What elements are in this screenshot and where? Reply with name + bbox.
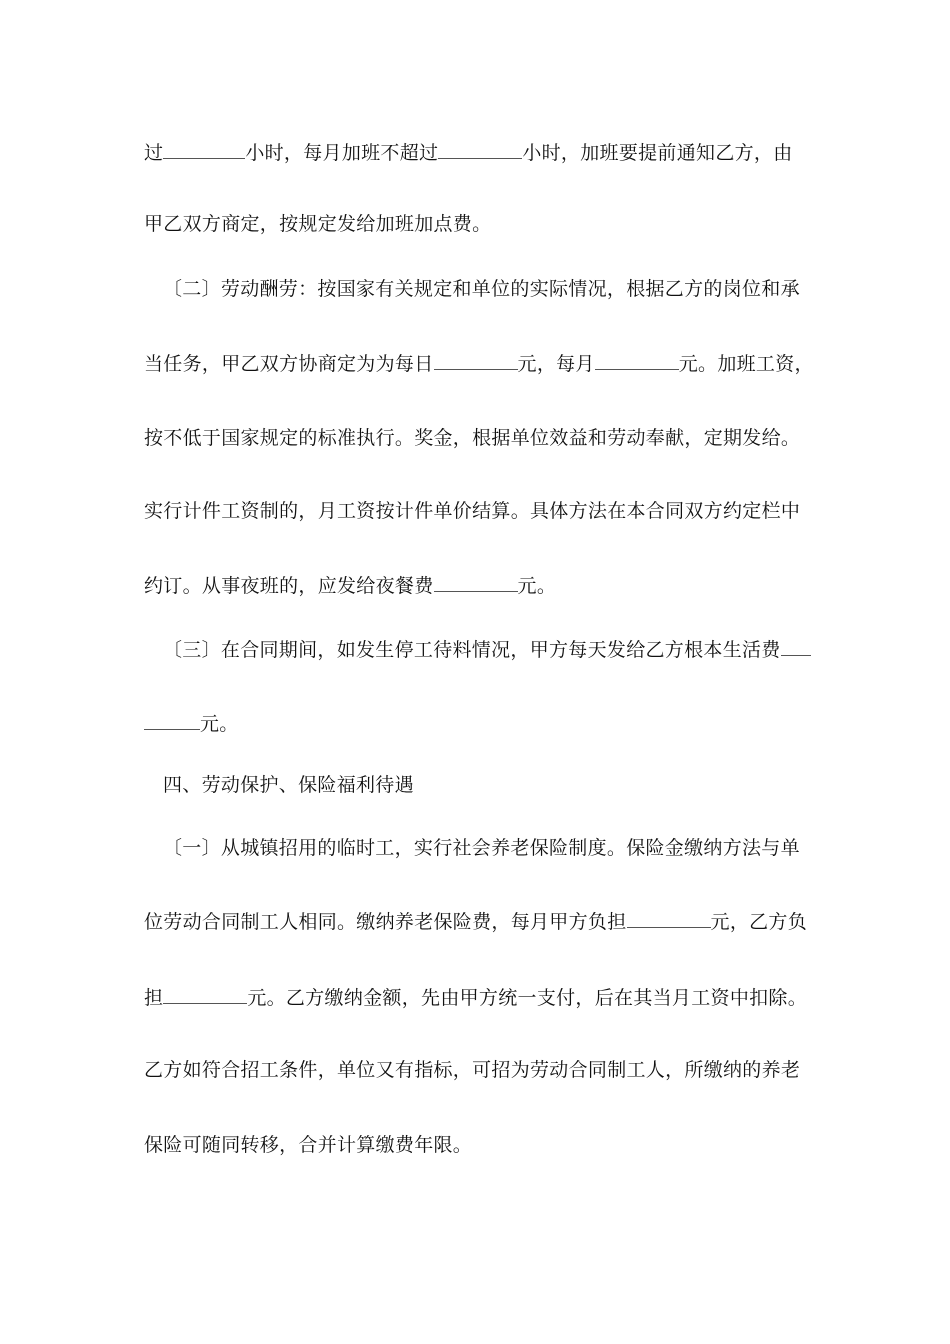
- section-heading: 四、劳动保护、保险福利待遇: [163, 774, 414, 796]
- fill-blank: [781, 637, 811, 656]
- fill-blank: [438, 140, 522, 159]
- paragraph-line: 甲乙双方商定，按规定发给加班加点费。: [144, 213, 492, 235]
- paragraph-line: 按不低于国家规定的标准执行。奖金，根据单位效益和劳动奉献，定期发给。: [144, 427, 801, 449]
- paragraph-line: 〔三〕在合同期间，如发生停工待料情况，甲方每天发给乙方根本生活费: [163, 637, 843, 662]
- paragraph-line: 乙方如符合招工条件，单位又有指标，可招为劳动合同制工人，所缴纳的养老: [144, 1059, 801, 1081]
- paragraph-line: 担 元。乙方缴纳金额，先由甲方统一支付，后在其当月工资中扣除。: [144, 987, 808, 1009]
- paragraph-line: 过 小时，每月加班不超过 小时，加班要提前通知乙方，由: [144, 142, 793, 164]
- fill-blank: [163, 140, 245, 159]
- fill-blank: [434, 351, 518, 370]
- paragraph-line: 元。: [144, 711, 824, 736]
- fill-blank: [163, 985, 247, 1004]
- paragraph-line: 位劳动合同制工人相同。缴纳养老保险费，每月甲方负担 元，乙方负: [144, 911, 808, 933]
- paragraph-line: 保险可随同转移，合并计算缴费年限。: [144, 1134, 473, 1156]
- paragraph-line: 当任务，甲乙双方协商定为为每日 元，每月 元。加班工资，: [144, 353, 814, 375]
- fill-blank: [144, 711, 200, 730]
- paragraph-line: 约订。从事夜班的，应发给夜餐费 元。: [144, 575, 557, 597]
- fill-blank: [434, 573, 518, 592]
- paragraph-line: 实行计件工资制的，月工资按计件单价结算。具体方法在本合同双方约定栏中: [144, 500, 801, 522]
- fill-blank: [595, 351, 679, 370]
- paragraph-line: 〔一〕从城镇招用的临时工，实行社会养老保险制度。保险金缴纳方法与单: [163, 837, 800, 859]
- fill-blank: [627, 909, 711, 928]
- paragraph-line: 〔二〕劳动酬劳：按国家有关规定和单位的实际情况，根据乙方的岗位和承: [163, 278, 800, 300]
